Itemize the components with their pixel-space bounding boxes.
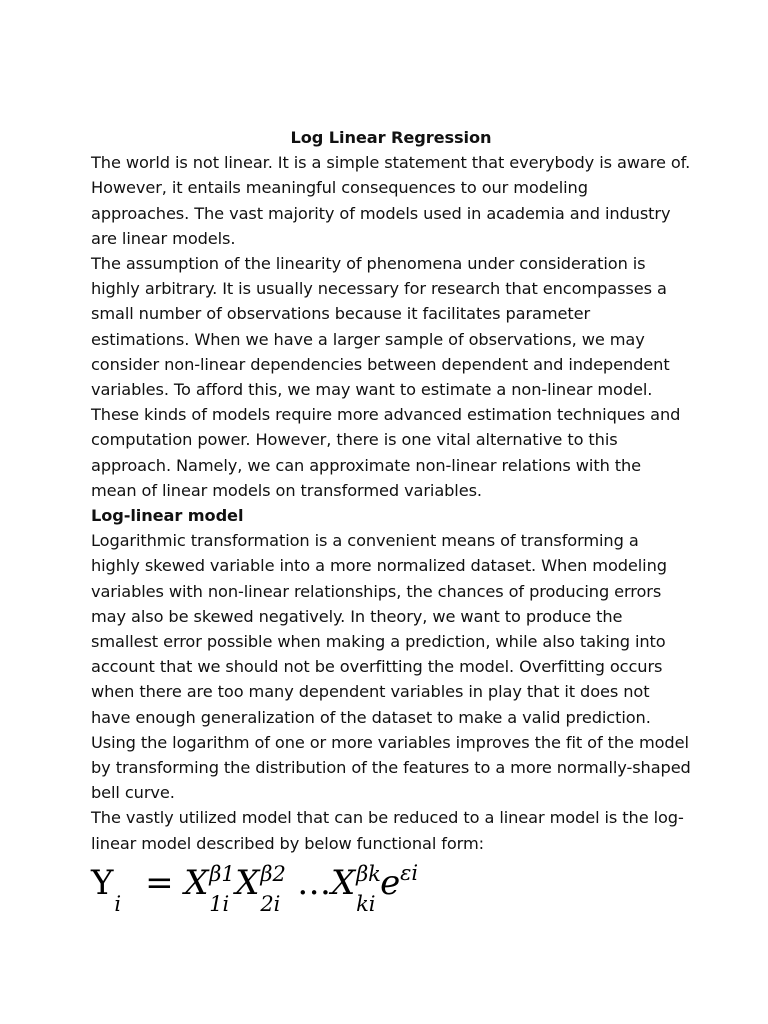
document-body	[91, 125, 691, 856]
formula-x1: X	[184, 863, 209, 903]
formula-equals: =	[145, 863, 174, 903]
formula-term1-sub: 1i	[209, 892, 230, 916]
formula-termk-sup: βk	[356, 862, 381, 886]
formula-term2-sup: β2	[260, 862, 286, 886]
formula-termk-sub: ki	[356, 892, 376, 916]
paragraph-logarithmic: Logarithmic transformation is a convenient means of transforming a highly skewed variable into a more normalized dataset. When modeling variables with non-linear relationships, the chances of producing errors may also be skewed negatively. In theory, we want to produce the smallest error possible when making a prediction, while also taking into account that we should not be overfitting the model. Overfitting occurs when there are too many dependent variables in play that it does not have enough generalization of the dataset to make a valid prediction. Using the logarithm of one or more variables improves the fit of the model by transforming the distribution of the features to a more normally-shaped bell curve.	[91, 531, 691, 803]
document-title: Log Linear Regression	[290, 128, 492, 147]
log-linear-formula	[91, 848, 418, 916]
formula-x2: X	[235, 863, 260, 903]
paragraph-functional-form: The vastly utilized model that can be reduced to a linear model is the log-linear model described by below functional form:	[91, 808, 684, 853]
paragraph-intro: The world is not linear. It is a simple statement that everybody is aware of. However, it entails meaningful consequences to our modeling approaches. The vast majority of models used in academia and industry are linear models.	[91, 153, 691, 248]
paragraph-assumption: The assumption of the linearity of phenomena under consideration is highly arbitrary. It is usually necessary for research that encompasses a small number of observations because it facilitates parameter estimations. When we have a larger sample of observations, we may consider non-linear dependencies between dependent and independent variables. To afford this, we may want to estimate a non-linear model. These kinds of models require more advanced estimation techniques and computation power. However, there is one vital alternative to this approach. Namely, we can approximate non-linear relations with the mean of linear models on transformed variables.	[91, 254, 681, 500]
section-heading: Log-linear model	[91, 506, 244, 526]
formula-e-sup: εi	[400, 861, 418, 885]
formula-ellipsis: …	[297, 863, 332, 903]
formula-term2-sub: 2i	[260, 892, 281, 916]
formula-lhs: Y	[91, 863, 114, 903]
formula-term1-sup: β1	[209, 862, 235, 886]
formula-xk: X	[331, 863, 356, 903]
formula-e: e	[380, 863, 401, 903]
formula-lhs-sub: i	[114, 892, 121, 916]
